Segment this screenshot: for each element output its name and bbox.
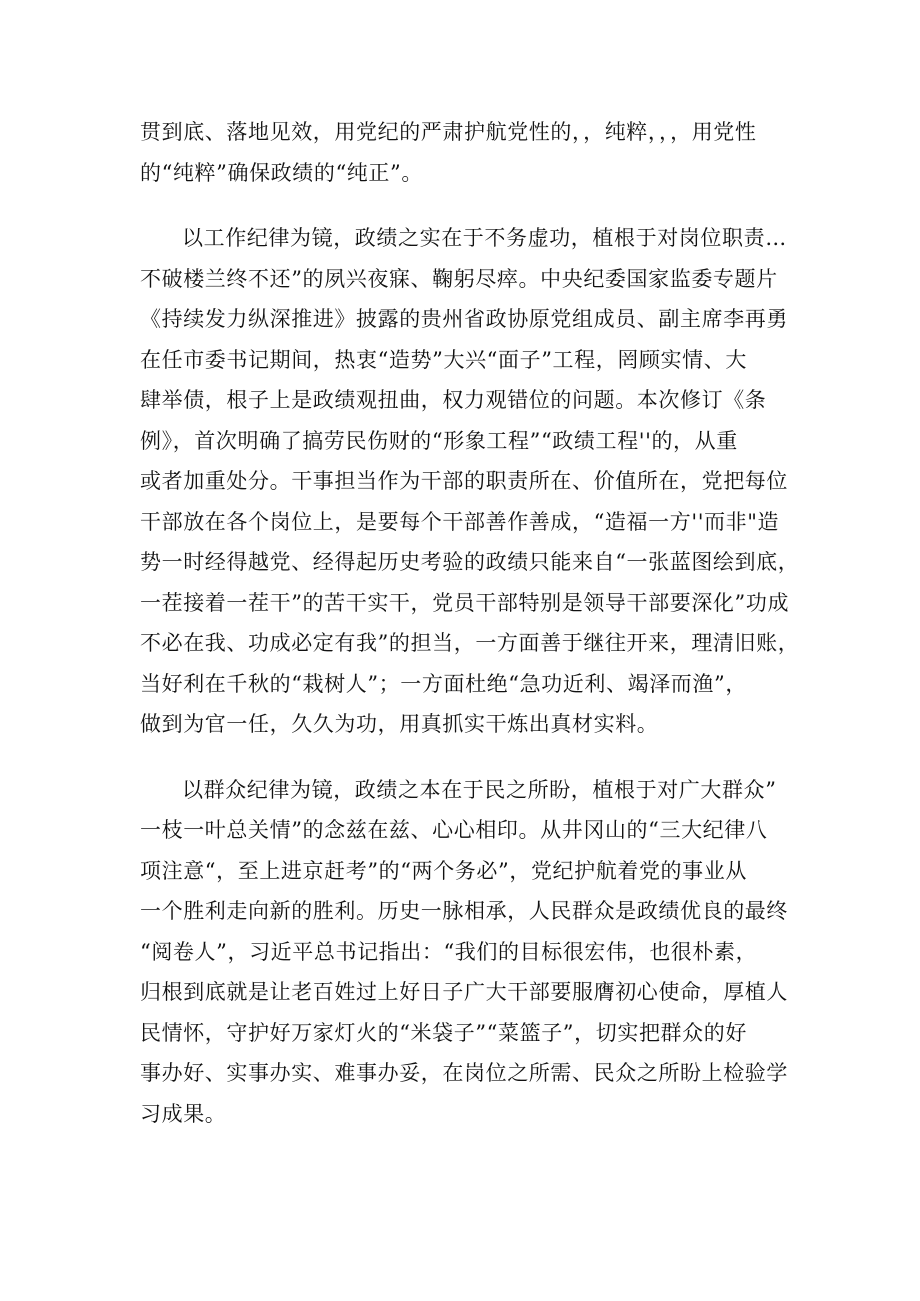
text-line: 例》，首次明确了搞劳民伤财的“形象工程”“政绩工程''的，从重 [140, 428, 738, 453]
paragraph-1 [140, 112, 800, 193]
text-line: 干部放在各个岗位上，是要每个干部善作善成，“造福一方''而非"造 [140, 509, 780, 534]
document-page [140, 112, 800, 1134]
text-line: 当好利在千秋的“栽树人”；一方面杜绝“急功近利、竭泽而渔”， [140, 671, 747, 696]
text-line: 在任市委书记期间，热衷“造势”大兴“面子”工程，罔顾实情、大 [140, 347, 747, 372]
text-line: 不破楼兰终不还”的夙兴夜寐、鞠躬尽瘁。中央纪委国家监委专题片 [140, 266, 778, 291]
text-line: 的“纯粹”确保政绩的“纯正”。 [140, 160, 423, 185]
text-line: 事办好、实事办实、难事办妥，在岗位之所需、民众之所盼上检验学 [140, 1061, 788, 1085]
text-line: 以群众纪律为镜，政绩之本在于民之所盼，植根于对广大群众” [182, 777, 777, 802]
paragraph-2 [140, 218, 800, 745]
text-line: 做到为官一任，久久为功，用真抓实干炼出真材实料。 [140, 712, 659, 736]
text-line: 势一时经得越党、经得起历史考验的政绩只能来自“一张蓝图绘到底， [140, 550, 800, 574]
paragraph-gap [140, 193, 800, 218]
text-line: 不必在我、功成必定有我”的担当，一方面善于继往开来，理清旧账， [140, 631, 800, 655]
text-line: 归根到底就是让老百姓过上好日子广大干部要服膺初心使命，厚植人 [140, 980, 788, 1004]
text-line: 一茬接着一茬干”的苦干实干，党员干部特别是领导干部要深化”功成 [140, 590, 790, 615]
text-line: 习成果。 [140, 1101, 227, 1126]
paragraph-gap [140, 745, 800, 770]
paragraph-3 [140, 770, 800, 1135]
text-line: 或者加重处分。干事担当作为干部的职责所在、价值所在，党把每位 [140, 469, 788, 493]
text-line: 一个胜利走向新的胜利。历史一脉相承，人民群众是政绩优良的最终 [140, 899, 788, 923]
text-line: 一枝一叶总关情”的念兹在兹、心心相印。从井冈山的“三大纪律八 [140, 818, 768, 842]
text-line: “阅卷人”，习近平总书记指出：“我们的目标很宏伟，也很朴素， [140, 939, 758, 964]
text-line: 贯到底、落地见效，用党纪的严肃护航党性的，，纯粹，，，用党性 [140, 120, 757, 144]
text-line: 肆举债，根子上是政绩观扭曲，权力观错位的问题。本次修订《条 [140, 388, 767, 412]
text-line: 民情怀，守护好万家灯火的“米袋子”“菜篮子”，切实把群众的好 [140, 1020, 747, 1045]
text-line: 《持续发力纵深推进》披露的贵州省政协原党组成员、副主席李再勇 [140, 307, 788, 331]
text-line: 以工作纪律为镜，政绩之实在于不务虚功，植根于对岗位职责… [182, 226, 787, 250]
text-line: 项注意“，至上进京赶考”的“两个务必”，党纪护航着党的事业从 [140, 858, 747, 883]
